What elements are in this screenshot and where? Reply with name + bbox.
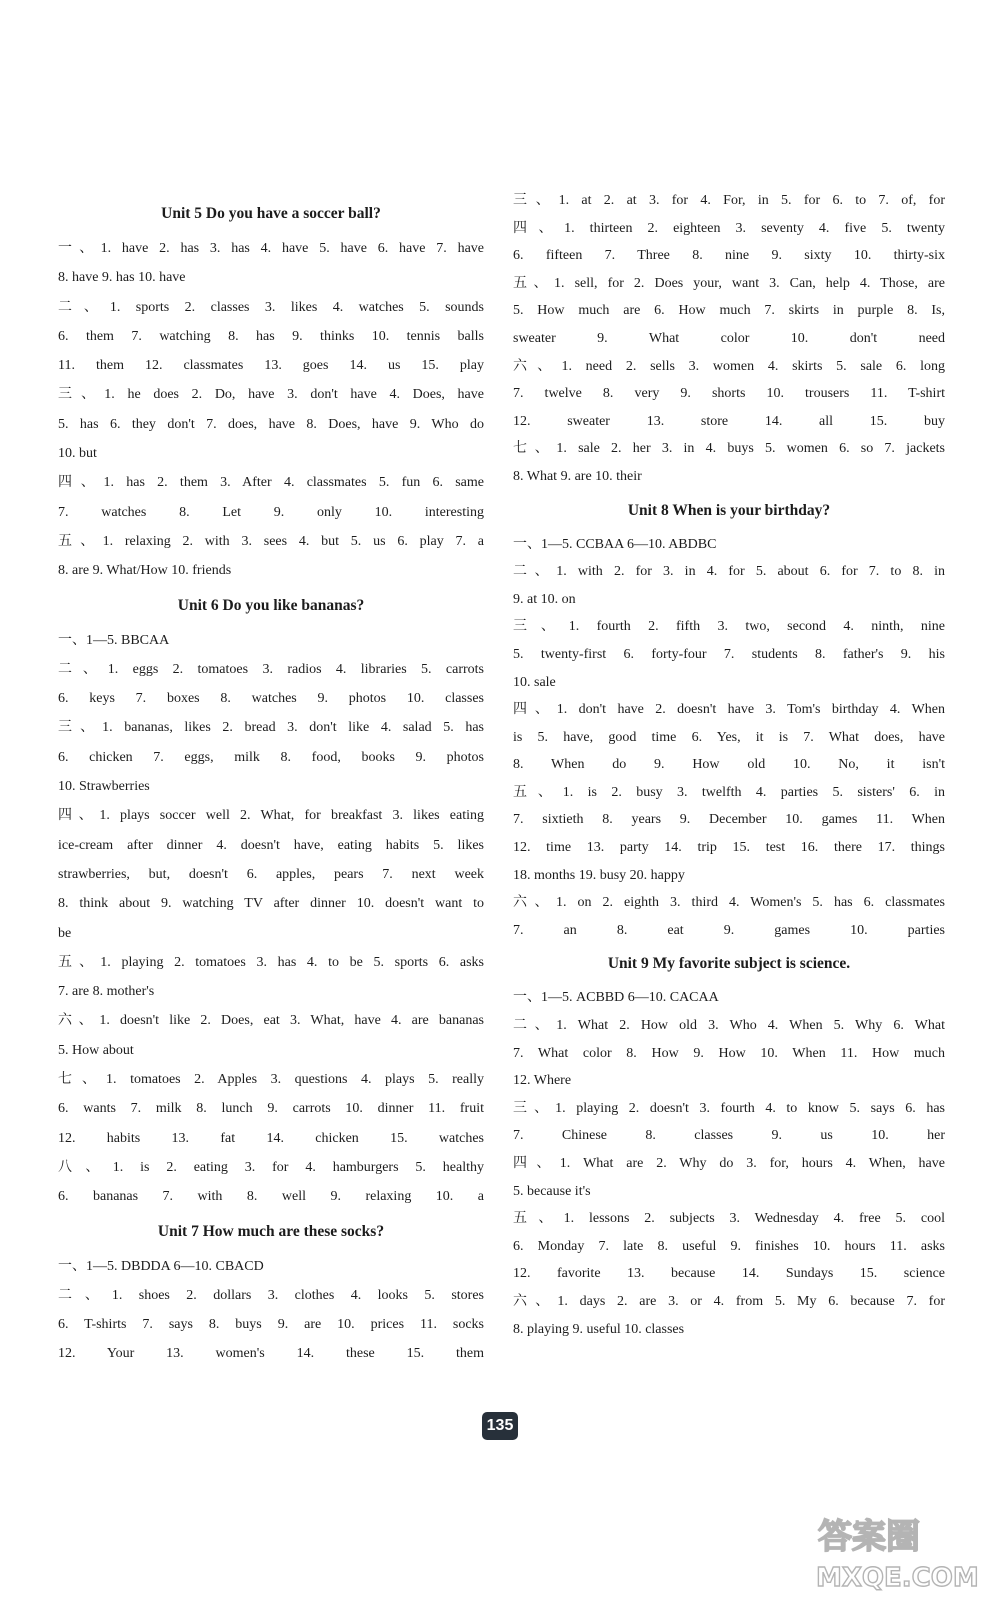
answer-line: 7. sixtieth 8. years 9. December 10. games 11. When: [513, 812, 945, 828]
answer-line: 10. sale: [513, 674, 556, 690]
unit-title: Unit 8 When is your birthday?: [627, 501, 831, 519]
left-column: [58, 194, 484, 1369]
answer-line: 六、1. need 2. sells 3. women 4. skirts 5. sale 6. long: [513, 358, 945, 374]
answer-line: 7. What color 8. How 9. How 10. When 11. How much: [513, 1045, 945, 1061]
unit-title: Unit 5 Do you have a soccer ball?: [161, 205, 381, 222]
answer-line: 四、1. What are 2. Why do 3. for, hours 4. When, have: [513, 1156, 945, 1171]
answer-line: 四、1. thirteen 2. eighteen 3. seventy 4. five 5. twenty: [513, 220, 945, 236]
answer-line: 二、1. eggs 2. tomatoes 3. radios 4. libraries 5. carrots: [58, 661, 484, 677]
answer-line: 6. fifteen 7. Three 8. nine 9. sixty 10. thirty-six: [513, 248, 945, 264]
answer-line: 三、1. bananas, likes 2. bread 3. don't like 4. salad 5. has: [58, 720, 484, 736]
answer-line: 9. at 10. on: [513, 591, 576, 607]
answer-line: 一、1—5. CCBAA 6—10. ABDBC: [513, 536, 717, 552]
unit-title: Unit 6 Do you like bananas?: [177, 596, 365, 614]
answer-line: 5. because it's: [513, 1183, 591, 1199]
watermark-url-text: MXQE.COM: [816, 1563, 979, 1593]
answer-line: 6. chicken 7. eggs, milk 8. food, books 9. photos: [58, 749, 484, 765]
answer-line: 四、1. plays soccer well 2. What, for breakfast 3. likes eating: [58, 808, 484, 824]
answer-line: 5. How about: [58, 1042, 134, 1058]
answer-line: 7. Chinese 8. classes 9. us 10. her: [513, 1128, 945, 1144]
answer-line: 18. months 19. busy 20. happy: [513, 867, 685, 883]
answer-line: 二、1. What 2. How old 3. Who 4. When 5. Why 6. What: [513, 1018, 945, 1034]
answer-line: 8. have 9. has 10. have: [58, 270, 186, 286]
answer-line: 5. How much are 6. How much 7. skirts in purple 8. Is,: [513, 303, 945, 319]
answer-line: 五、1. relaxing 2. with 3. sees 4. but 5. us 6. play 7. a: [58, 533, 484, 549]
answer-line: 六、1. doesn't like 2. Does, eat 3. What, have 4. are bananas: [58, 1013, 484, 1029]
answer-line: 10. but: [58, 446, 97, 462]
answer-line: 12. Your 13. women's 14. these 15. them: [58, 1346, 484, 1362]
answer-line: 五、1. sell, for 2. Does your, want 3. Can, help 4. Those, are: [513, 275, 945, 291]
answer-line: 12. Where: [513, 1073, 572, 1089]
answer-line: 三、1. playing 2. doesn't 3. fourth 4. to know 5. says 6. has: [513, 1100, 945, 1116]
unit-title: Unit 7 How much are these socks?: [157, 1222, 385, 1240]
answer-line: 六、1. on 2. eighth 3. third 4. Women's 5. has 6. classmates: [513, 895, 945, 911]
answer-line: 八、1. is 2. eating 3. for 4. hamburgers 5. healthy: [58, 1159, 484, 1175]
answer-line: 6. bananas 7. with 8. well 9. relaxing 10. a: [58, 1189, 484, 1205]
answer-line: 11. them 12. classmates 13. goes 14. us 15. play: [58, 358, 484, 374]
answer-line: 七、1. tomatoes 2. Apples 3. questions 4. plays 5. really: [58, 1072, 484, 1088]
right-column: [513, 187, 945, 1343]
answer-line: 6. them 7. watching 8. has 9. thinks 10. tennis balls: [58, 328, 484, 344]
answer-line: 7. watches 8. Let 9. only 10. interesting: [58, 504, 484, 520]
answer-line: 四、1. has 2. them 3. After 4. classmates 5. fun 6. same: [58, 475, 484, 491]
answer-line: strawberries, but, doesn't 6. apples, pears 7. next week: [58, 866, 484, 882]
answer-line: 12. favorite 13. because 14. Sundays 15. science: [513, 1266, 945, 1282]
answer-line: 六、1. days 2. are 3. or 4. from 5. My 6. because 7. for: [513, 1293, 945, 1309]
watermark-cn-text: 答案圈: [818, 1517, 920, 1557]
answer-line: 8. What 9. are 10. their: [513, 468, 642, 484]
answer-line: 三、1. he does 2. Do, have 3. don't have 4. Does, have: [58, 387, 484, 403]
answer-line: 6. keys 7. boxes 8. watches 9. photos 10. classes: [58, 691, 484, 707]
answer-line: 5. has 6. they don't 7. does, have 8. Does, have 9. Who do: [58, 416, 484, 432]
answer-line: 一、1—5. ACBBD 6—10. CACAA: [513, 990, 719, 1006]
answer-line: 6. wants 7. milk 8. lunch 9. carrots 10. dinner 11. fruit: [58, 1101, 484, 1117]
answer-line: sweater 9. What color 10. don't need: [513, 330, 945, 346]
answer-line: 四、1. don't have 2. doesn't have 3. Tom's birthday 4. When: [513, 702, 945, 718]
answer-line: 一、1—5. DBDDA 6—10. CBACD: [58, 1258, 264, 1274]
answer-line: 五、1. is 2. busy 3. twelfth 4. parties 5. sisters' 6. in: [513, 784, 945, 800]
answer-line: 三、1. fourth 2. fifth 3. two, second 4. ninth, nine: [513, 619, 945, 635]
answer-line: 一、1—5. BBCAA: [58, 632, 170, 648]
answer-line: 8. think about 9. watching TV after dinner 10. doesn't want to: [58, 896, 484, 912]
answer-line: 5. twenty-first 6. forty-four 7. students 8. father's 9. his: [513, 646, 945, 662]
answer-line: 10. Strawberries: [58, 779, 150, 795]
answer-line: 五、1. playing 2. tomatoes 3. has 4. to be 5. sports 6. asks: [58, 954, 484, 970]
answer-line: is 5. have, good time 6. Yes, it is 7. What does, have: [513, 729, 945, 745]
answer-line: 12. time 13. party 14. trip 15. test 16. there 17. things: [513, 840, 945, 856]
answer-line: 一、1. have 2. has 3. has 4. have 5. have 6. have 7. have: [58, 241, 484, 256]
answer-line: 6. Monday 7. late 8. useful 9. finishes 10. hours 11. asks: [513, 1238, 945, 1254]
answer-line: 7. an 8. eat 9. games 10. parties: [513, 922, 945, 938]
answer-line: 7. are 8. mother's: [58, 984, 155, 1000]
answer-line: 12. sweater 13. store 14. all 15. buy: [513, 413, 945, 429]
answer-line: 7. twelve 8. very 9. shorts 10. trousers 11. T-shirt: [513, 386, 945, 402]
answer-line: 三、1. at 2. at 3. for 4. For, in 5. for 6. to 7. of, for: [513, 193, 945, 208]
unit-title: Unit 9 My favorite subject is science.: [607, 955, 851, 973]
answer-line: be: [58, 925, 72, 941]
watermark-logo: [810, 1508, 988, 1594]
answer-line: ice-cream after dinner 4. doesn't have, eating habits 5. likes: [58, 837, 484, 853]
page-number: 135: [482, 1412, 518, 1440]
answer-line: 二、1. sports 2. classes 3. likes 4. watches 5. sounds: [58, 299, 484, 315]
answer-line: 6. T-shirts 7. says 8. buys 9. are 10. prices 11. socks: [58, 1317, 484, 1333]
answer-line: 七、1. sale 2. her 3. in 4. buys 5. women 6. so 7. jackets: [513, 441, 945, 457]
answer-line: 二、1. shoes 2. dollars 3. clothes 4. looks 5. stores: [58, 1287, 484, 1303]
answer-line: 8. When do 9. How old 10. No, it isn't: [513, 757, 945, 773]
answer-line: 二、1. with 2. for 3. in 4. for 5. about 6. for 7. to 8. in: [513, 564, 945, 580]
answer-line: 12. habits 13. fat 14. chicken 15. watches: [58, 1130, 484, 1146]
answer-line: 五、1. lessons 2. subjects 3. Wednesday 4. free 5. cool: [513, 1211, 945, 1227]
answer-line: 8. are 9. What/How 10. friends: [58, 563, 232, 579]
answer-line: 8. playing 9. useful 10. classes: [513, 1321, 685, 1337]
